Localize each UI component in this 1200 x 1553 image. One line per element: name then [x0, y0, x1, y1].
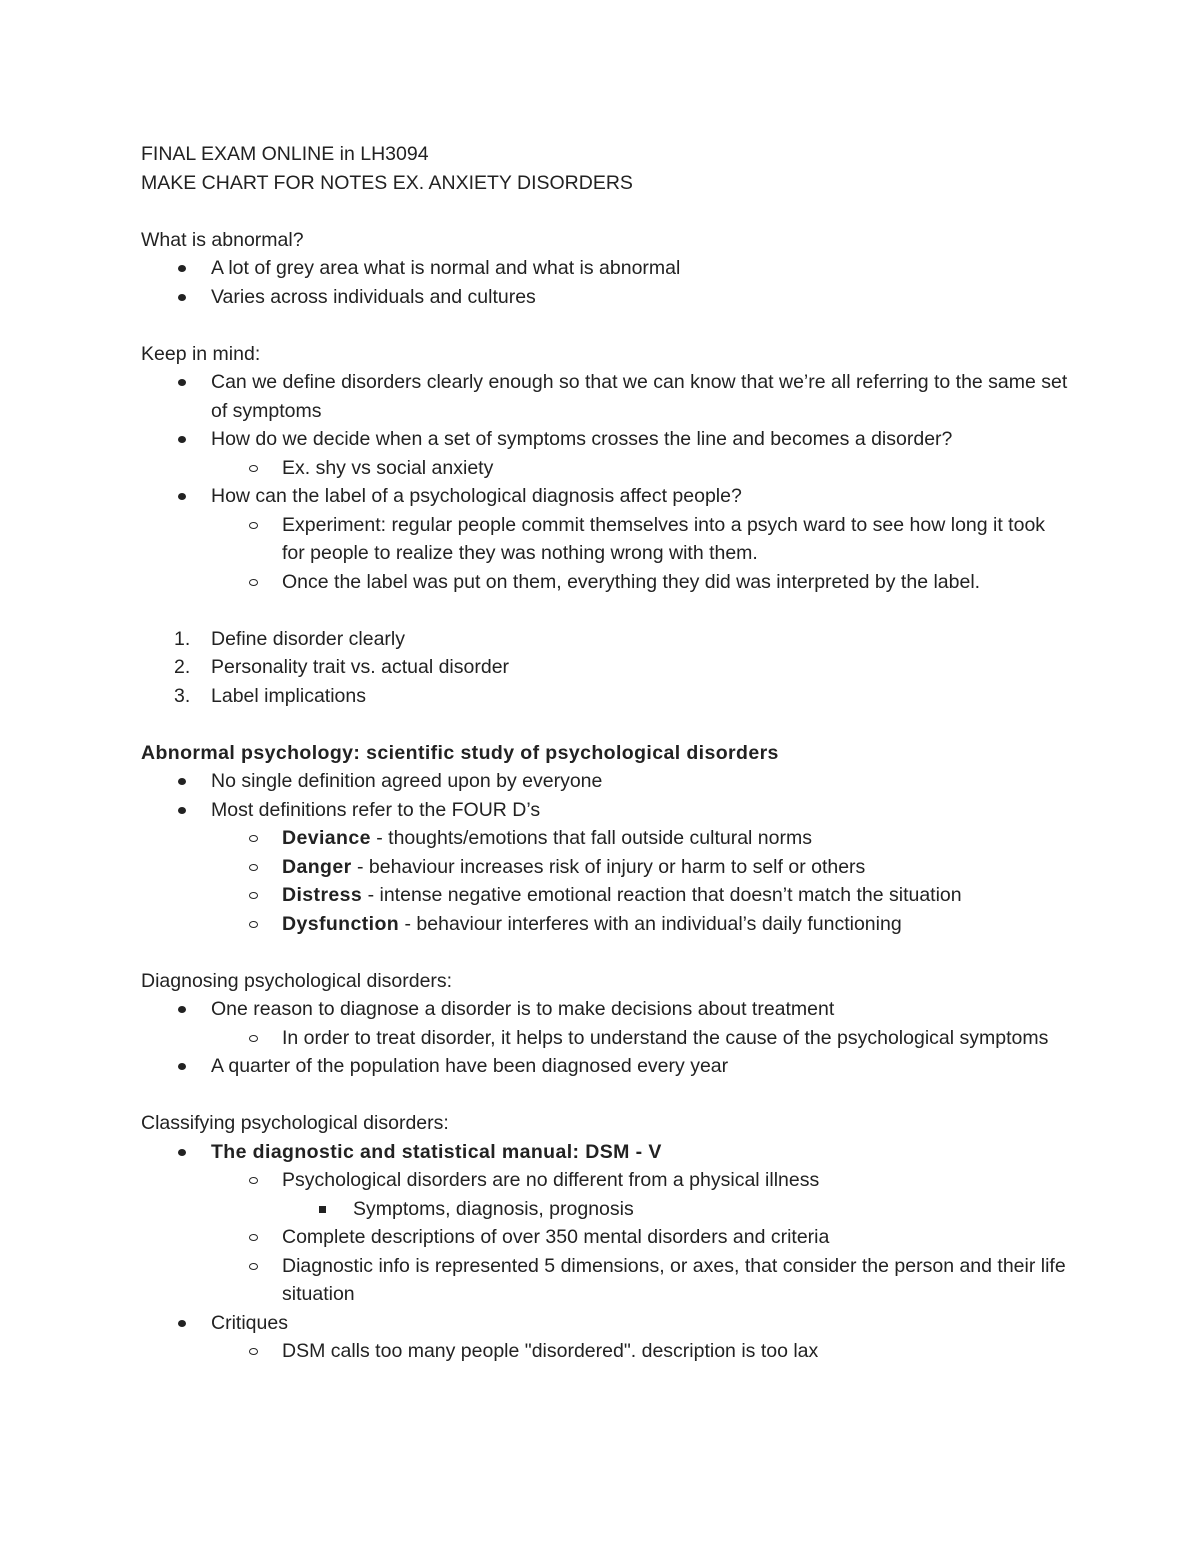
diagnosing-list [141, 995, 1071, 1081]
abnormal-psychology-heading: Abnormal psychology: scientific study of psychological disorders [141, 741, 779, 764]
sub-list-item: Complete descriptions of over 350 mental disorders and criteria [141, 1223, 1071, 1252]
bullet-icon [178, 1006, 186, 1013]
four-d-term: Danger [282, 855, 352, 878]
sub-list-item: Diagnostic info is represented 5 dimensions, or axes, that consider the person and their life situation [141, 1252, 1071, 1309]
list-item: Can we define disorders clearly enough so that we can know that we’re all referring to the same set of symptoms [141, 368, 1071, 425]
header-line-2: MAKE CHART FOR NOTES EX. ANXIETY DISORDERS [141, 171, 633, 194]
bullet-icon [178, 379, 186, 386]
list-item: The diagnostic and statistical manual: DSM - V [141, 1138, 1071, 1167]
sub-list-item: Psychological disorders are no different from a physical illness [141, 1166, 1071, 1195]
hollow-bullet-icon [249, 892, 258, 899]
bullet-icon [178, 493, 186, 500]
four-d-item: Deviance - thoughts/emotions that fall outside cultural norms [141, 824, 1071, 853]
four-d-item: Danger - behaviour increases risk of injury or harm to self or others [141, 853, 1071, 882]
diagnosing-heading: Diagnosing psychological disorders: [141, 969, 453, 992]
numbered-item: 3. Label implications [141, 682, 1071, 711]
list-item: Varies across individuals and cultures [141, 283, 1071, 312]
header-line-1: FINAL EXAM ONLINE in LH3094 [141, 143, 429, 165]
keep-in-mind-list [141, 368, 1071, 596]
classifying-heading: Classifying psychological disorders: [141, 1112, 449, 1134]
list-item: A quarter of the population have been diagnosed every year [141, 1052, 1071, 1081]
abnormal-heading: What is abnormal? [141, 228, 304, 251]
four-d-term: Distress [282, 884, 363, 906]
hollow-bullet-icon [249, 465, 258, 472]
list-item: Most definitions refer to the FOUR D’s [141, 796, 1071, 825]
item-number: 2. [174, 656, 191, 678]
hollow-bullet-icon [249, 522, 258, 529]
classifying-list [141, 1138, 1071, 1366]
item-number: 3. [174, 684, 191, 707]
numbered-item: 1. Define disorder clearly [141, 625, 1071, 654]
bullet-icon [178, 265, 186, 272]
four-d-item: Dysfunction - behaviour interferes with an individual’s daily functioning [141, 910, 1071, 939]
hollow-bullet-icon [249, 1348, 258, 1355]
list-item: How do we decide when a set of symptoms crosses the line and becomes a disorder? [141, 425, 1071, 454]
sub-list-item: In order to treat disorder, it helps to understand the cause of the psychological symptoms [141, 1024, 1071, 1053]
hollow-bullet-icon [249, 1263, 258, 1270]
keep-in-mind-heading: Keep in mind: [141, 342, 261, 365]
bullet-icon [178, 294, 186, 301]
list-item: Critiques [141, 1309, 1071, 1338]
bullet-icon [178, 436, 186, 443]
four-d-term: Deviance [282, 827, 371, 849]
list-item: One reason to diagnose a disorder is to make decisions about treatment [141, 995, 1071, 1024]
bullet-icon [178, 1063, 186, 1070]
list-item: How can the label of a psychological diagnosis affect people? [141, 482, 1071, 511]
list-item: A lot of grey area what is normal and what is abnormal [141, 254, 1071, 283]
bullet-icon [178, 1320, 186, 1327]
sub-list-item: Experiment: regular people commit themselves into a psych ward to see how long it took for people to realize they was nothing wrong with them. [141, 511, 1071, 568]
four-d-term: Dysfunction [282, 912, 400, 935]
bullet-icon [178, 778, 186, 785]
hollow-bullet-icon [249, 835, 258, 842]
sub-list-item: Once the label was put on them, everything they did was interpreted by the label. [141, 568, 1071, 597]
hollow-bullet-icon [249, 921, 258, 928]
hollow-bullet-icon [249, 1234, 258, 1241]
abnormal-psychology-list [141, 767, 1071, 938]
square-bullet-icon [319, 1206, 326, 1213]
four-d-item: Distress - intense negative emotional reaction that doesn’t match the situation [141, 881, 1071, 910]
bullet-icon [178, 807, 186, 814]
list-item: No single definition agreed upon by everyone [141, 767, 1071, 796]
sub-list-item: Ex. shy vs social anxiety [141, 454, 1071, 483]
sub-list-item: DSM calls too many people "disordered". description is too lax [141, 1337, 1071, 1366]
numbered-list [141, 625, 1071, 711]
hollow-bullet-icon [249, 864, 258, 871]
hollow-bullet-icon [249, 1177, 258, 1184]
abnormal-list [141, 254, 1071, 311]
hollow-bullet-icon [249, 579, 258, 586]
document-page [141, 140, 1071, 1366]
numbered-item: 2. Personality trait vs. actual disorder [141, 653, 1071, 682]
hollow-bullet-icon [249, 1035, 258, 1042]
item-number: 1. [174, 627, 191, 650]
bullet-icon [178, 1149, 186, 1156]
sub-sub-list-item: Symptoms, diagnosis, prognosis [141, 1195, 1071, 1224]
